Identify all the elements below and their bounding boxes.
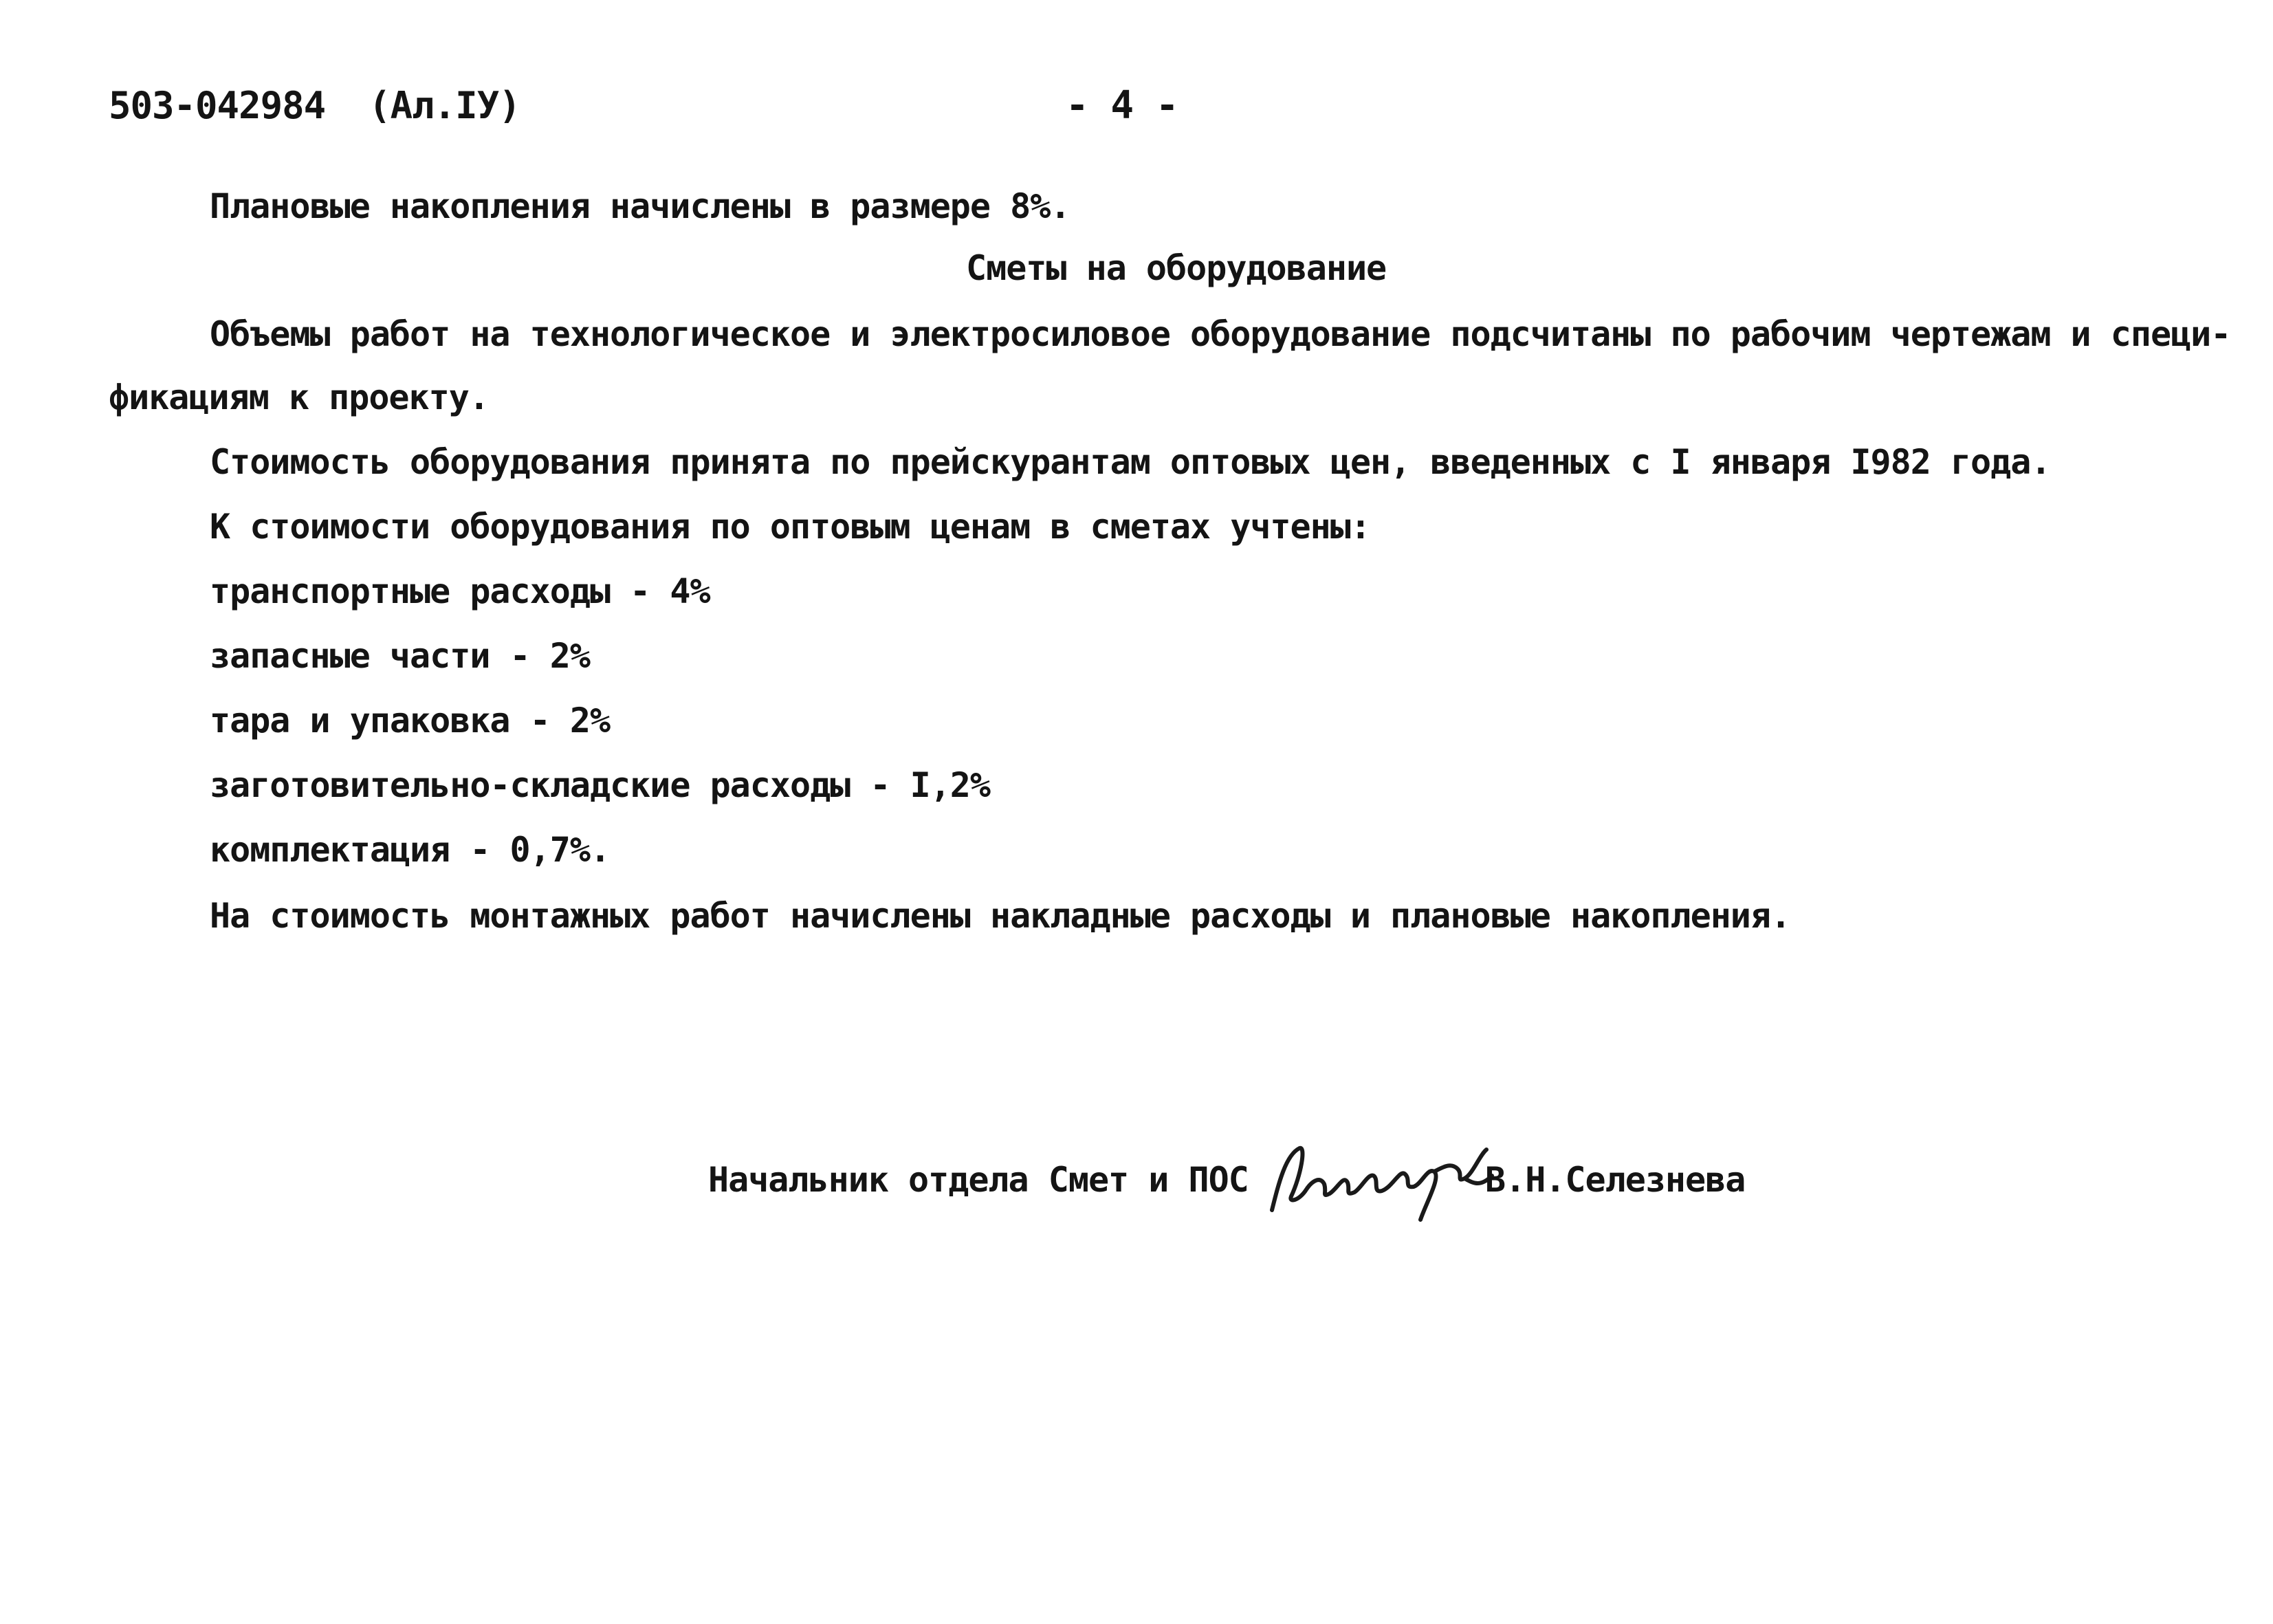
paragraph-planned-savings: Плановые накопления начислены в размере 8%. bbox=[210, 186, 1070, 226]
paragraph-volumes-line-1: Объемы работ на технологическое и электросиловое оборудование подсчитаны по рабочим чертежам и специ- bbox=[210, 314, 2231, 354]
paragraph-volumes-line-2: фикациям к проекту. bbox=[109, 377, 489, 417]
album-number: (Ал.IУ) bbox=[369, 84, 520, 127]
document-code bbox=[109, 85, 520, 127]
handwritten-signature bbox=[1258, 1134, 1513, 1224]
section-heading: Сметы на оборудование bbox=[966, 248, 1387, 288]
list-item-transport: транспортные расходы - 4% bbox=[210, 571, 710, 611]
list-item-storage: заготовительно-складские расходы - I,2% bbox=[210, 765, 990, 805]
paragraph-equipment-cost: Стоимость оборудования принята по прейскурантам оптовых цен, введенных с I января I982 года. bbox=[210, 442, 2051, 482]
paragraph-installation: На стоимость монтажных работ начислены накладные расходы и плановые накопления. bbox=[210, 896, 1791, 936]
paragraph-included-intro: К стоимости оборудования по оптовым ценам в сметах учтены: bbox=[210, 507, 1370, 547]
list-item-completion: комплектация - 0,7%. bbox=[210, 830, 611, 870]
signatory-name: В.Н.Селезнева bbox=[1485, 1160, 1746, 1200]
signatory-title: Начальник отдела Смет и ПОС bbox=[708, 1160, 1249, 1200]
document-number: 503-042984 bbox=[109, 84, 326, 127]
page-number: - 4 - bbox=[1066, 83, 1178, 128]
list-item-packaging: тара и упаковка - 2% bbox=[210, 701, 611, 740]
list-item-spare-parts: запасные части - 2% bbox=[210, 636, 590, 676]
signature-block bbox=[708, 1134, 1808, 1224]
